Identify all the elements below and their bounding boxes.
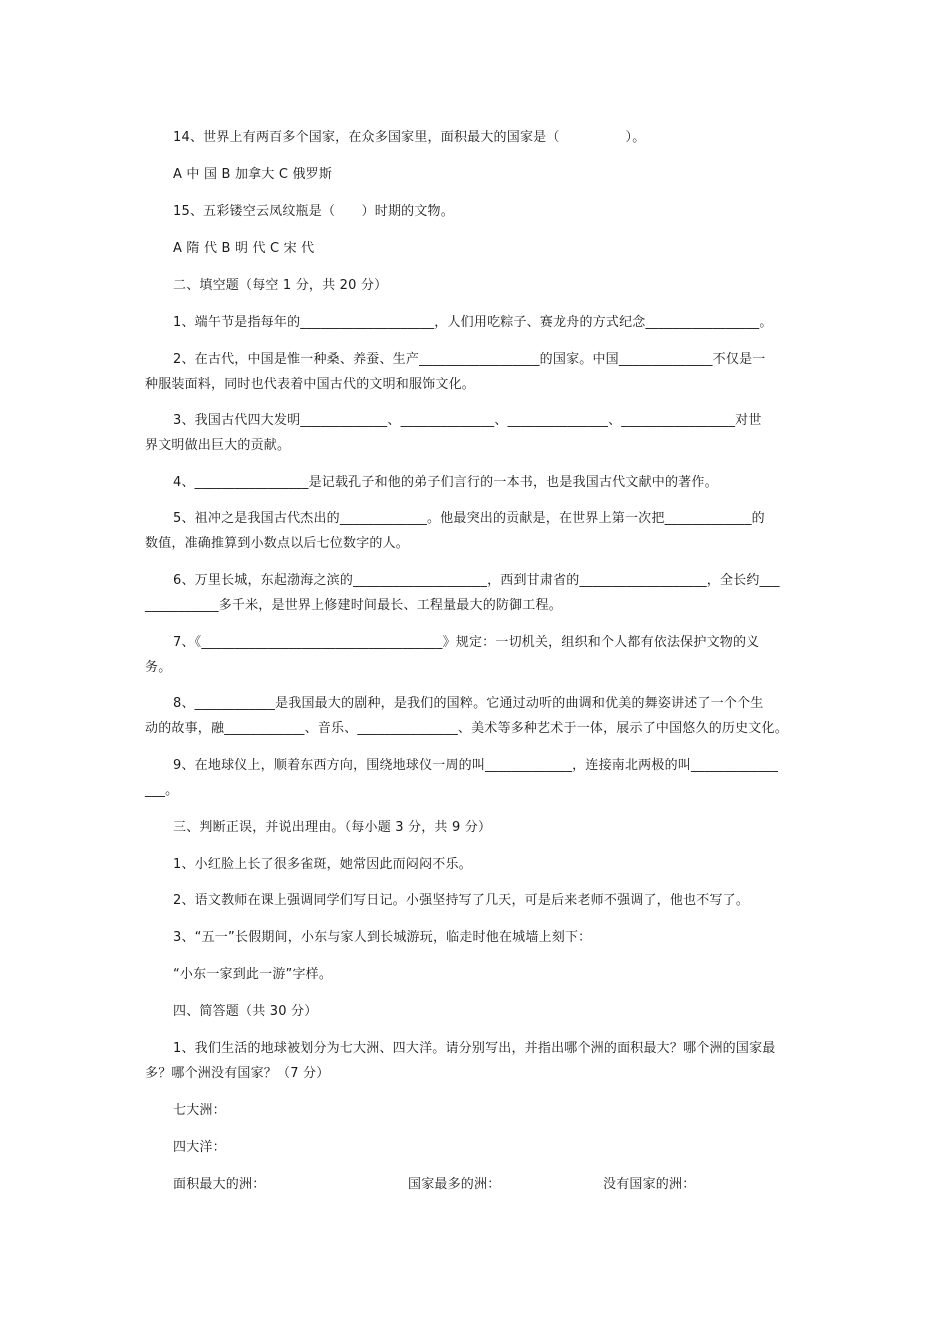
judge-q1: 1、小红脸上长了很多雀斑，她常因此而闷闷不乐。 (173, 857, 472, 872)
section3-heading: 三、判断正误，并说出理由。（每小题 3 分，共 9 分） (173, 820, 492, 835)
fill-q2-line1: 2、在古代，中国是惟一种桑、养蚕、生产__________________的国家。中国______________不仅是一 (173, 352, 766, 367)
fill-q6-line1: 6、万里长城，东起渤海之滨的____________________，西到甘肃省的___________________，全长约___ (173, 573, 780, 588)
fill-q8-line2: 动的故事，融____________、音乐、_______________、美术等多种艺术于一体，展示了中国悠久的历史文化。 (145, 721, 788, 736)
q14-question: 14、世界上有两百多个国家，在众多国家里，面积最大的国家是（ ）。 (173, 130, 646, 145)
fill-q1: 1、端午节是指每年的____________________，人们用吃粽子、赛龙舟的方式纪念_________________。 (173, 315, 773, 330)
judge-q3-line2: “小东一家到此一游”字样。 (173, 967, 333, 982)
fill-q7-line1: 7、《____________________________________》规定：一切机关，组织和个人都有依法保护文物的义 (173, 635, 760, 650)
fill-q9-line1: 9、在地球仪上，顺着东西方向，围绕地球仪一周的叫_____________，连接南北两极的叫_____________ (173, 758, 779, 773)
fill-q5-line2: 数值，准确推算到小数点以后七位数字的人。 (145, 536, 410, 551)
judge-q3-line1: 3、“五一”长假期间，小东与家人到长城游玩，临走时他在城墙上刻下： (173, 930, 592, 945)
fill-q2-line2: 种服装面料，同时也代表着中国古代的文明和服饰文化。 (145, 377, 476, 392)
largest-continent-label: 面积最大的洲： (173, 1177, 266, 1192)
q15-question: 15、五彩镂空云凤纹瓶是（ ）时期的文物。 (173, 204, 454, 219)
fill-q9-line2: ___。 (145, 783, 179, 798)
judge-q2: 2、语文教师在课上强调同学们写日记。小强坚持写了几天，可是后来老师不强调了，他也不写了。 (173, 893, 750, 908)
q14-options: A 中 国 B 加拿大 C 俄罗斯 (173, 167, 333, 182)
no-countries-label: 没有国家的洲： (603, 1177, 696, 1192)
fill-q8-line1: 8、____________是我国最大的剧种，是我们的国粹。它通过动听的曲调和优美的舞姿讲述了一个个生 (173, 696, 764, 711)
fill-q5-line1: 5、祖冲之是我国古代杰出的_____________。他最突出的贡献是，在世界上第一次把_____________的 (173, 511, 765, 526)
short-q1-line1: 1、我们生活的地球被划分为七大洲、四大洋。请分别写出，并指出哪个洲的面积最大？哪个洲的国家最 (173, 1041, 776, 1056)
fill-q7-line2: 务。 (145, 660, 172, 675)
fill-q3-line1: 3、我国古代四大发明_____________、______________、_______________、_________________对世 (173, 413, 762, 428)
fill-q4: 4、_________________是记载孔子和他的弟子们言行的一本书，也是我国古代文献中的著作。 (173, 475, 718, 490)
short-q1-line2: 多？哪个洲没有国家？（7 分） (145, 1066, 330, 1081)
oceans-label: 四大洋： (173, 1140, 226, 1155)
section2-heading: 二、填空题（每空 1 分，共 20 分） (173, 278, 388, 293)
fill-q3-line2: 界文明做出巨大的贡献。 (145, 438, 291, 453)
most-countries-label: 国家最多的洲： (408, 1177, 501, 1192)
continents-label: 七大洲： (173, 1103, 226, 1118)
q15-options: A 隋 代 B 明 代 C 宋 代 (173, 241, 315, 256)
section4-heading: 四、简答题（共 30 分） (173, 1004, 318, 1019)
fill-q6-line2: ___________多千米，是世界上修建时间最长、工程量最大的防御工程。 (145, 598, 562, 613)
